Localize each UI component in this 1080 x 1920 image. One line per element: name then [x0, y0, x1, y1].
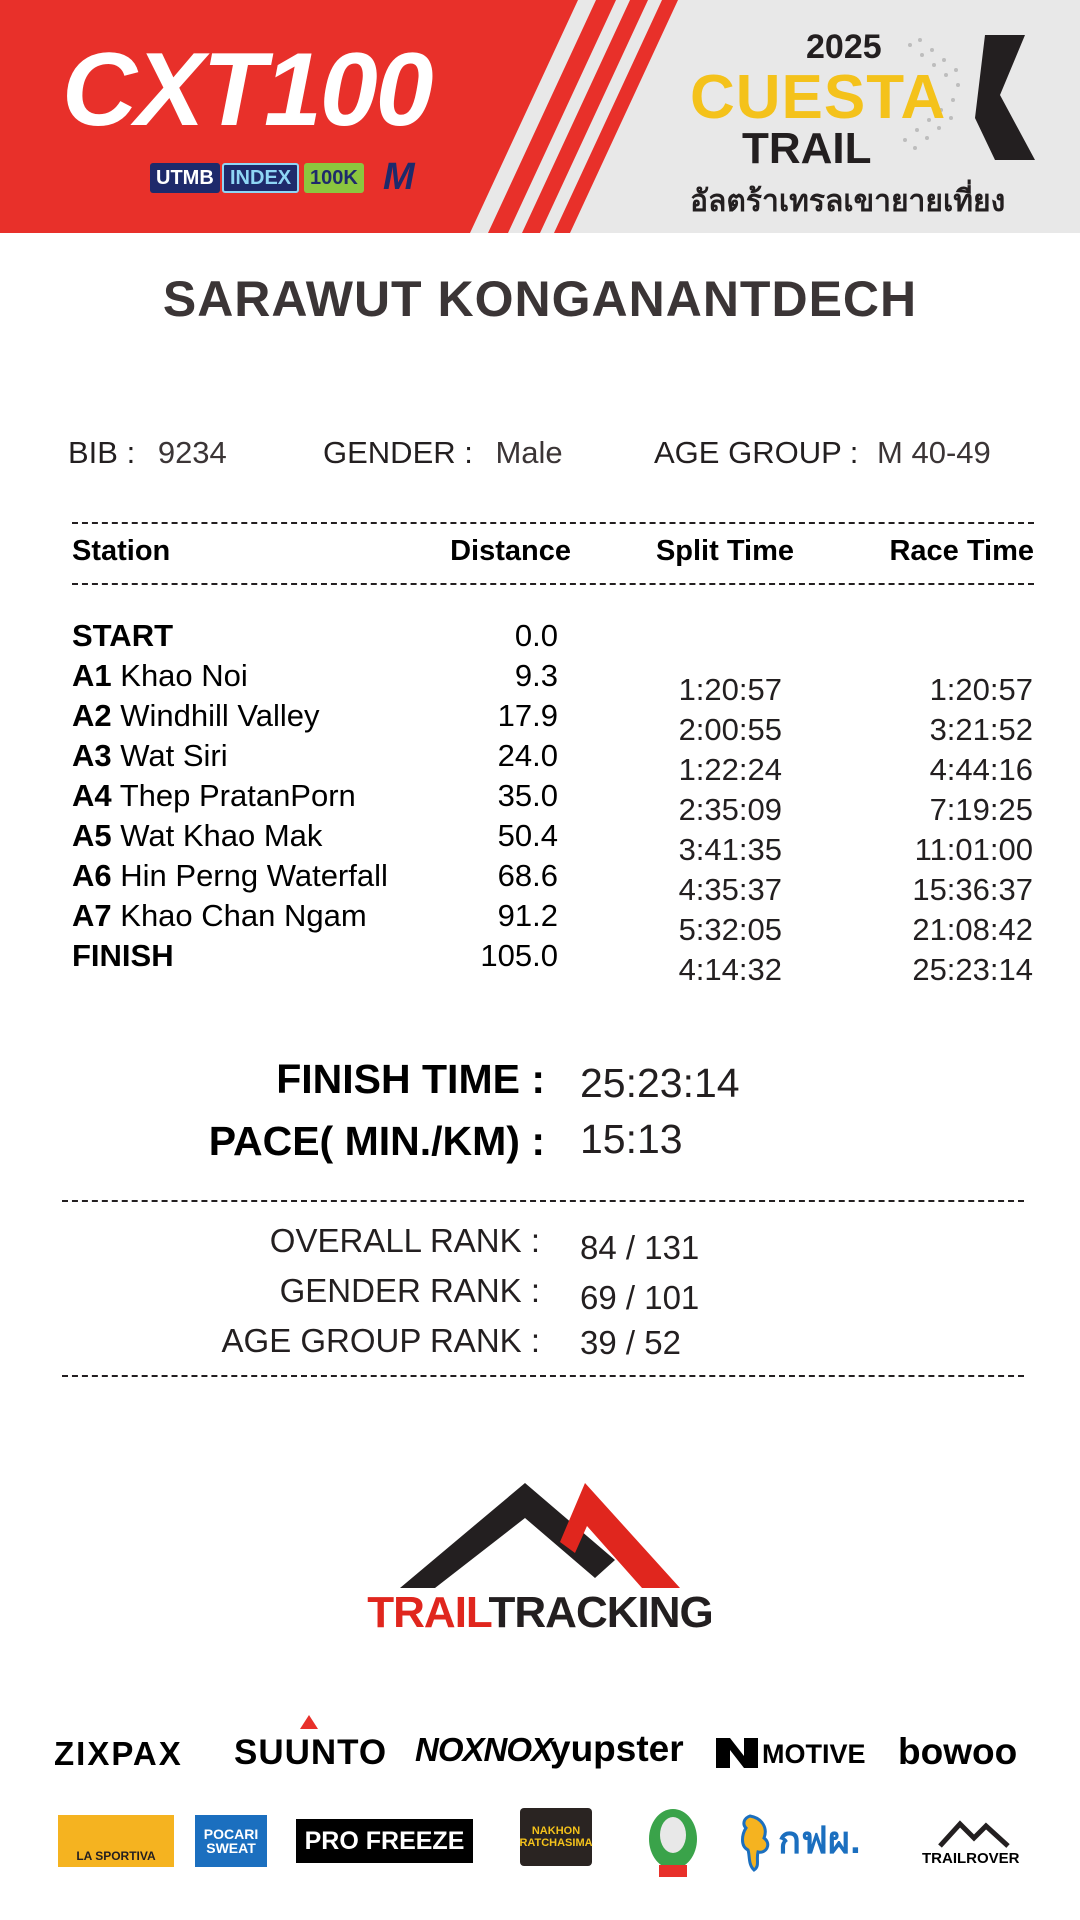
- station-code: A5: [72, 818, 112, 853]
- thailand-map-icon: [736, 1814, 776, 1872]
- distance-cell: 24.0: [497, 738, 558, 773]
- station-code: A2: [72, 698, 112, 733]
- race-time-cell: 1:20:57: [929, 672, 1033, 707]
- series-sub: TRAIL: [742, 124, 872, 173]
- trailtracking-logo-part1: TRAIL: [367, 1588, 489, 1637]
- race-time-cell: 4:44:16: [929, 752, 1033, 787]
- bib-label: BIB :: [68, 435, 136, 470]
- table-row: [0, 738, 1080, 787]
- station-name: Wat Khao Mak: [120, 818, 323, 853]
- event-header: [0, 0, 1080, 233]
- bib-value: 9234: [157, 435, 227, 470]
- distance-cell: 50.4: [497, 818, 558, 853]
- distance-cell: 68.6: [497, 858, 558, 893]
- race-time-cell: 3:21:52: [929, 712, 1033, 747]
- station-cell: [72, 938, 174, 974]
- race-time-cell: 11:01:00: [914, 832, 1033, 867]
- table-row: [0, 898, 1080, 947]
- distance-cell: 17.9: [497, 698, 558, 733]
- station-name: Hin Perng Waterfall: [120, 858, 388, 893]
- sponsor-suunto: SUUNTO: [234, 1733, 388, 1772]
- station-cell: [72, 738, 228, 774]
- pace-label: PACE( MIN./KM) :: [208, 1118, 545, 1164]
- distance-badge: 100K: [304, 163, 364, 193]
- sponsor-motive: MOTIVE: [762, 1739, 866, 1769]
- sponsor-egat: กฟผ.: [778, 1820, 861, 1862]
- motive-icon: [716, 1738, 758, 1768]
- age-group-info: [654, 435, 991, 471]
- age-group-value: M 40-49: [877, 435, 991, 470]
- race-time-cell: 7:19:25: [929, 792, 1033, 827]
- station-cell: [72, 818, 322, 854]
- race-time-cell: 25:23:14: [912, 952, 1033, 987]
- split-time-cell: 3:41:35: [678, 832, 782, 867]
- trailrover-icon: [938, 1818, 1010, 1848]
- race-time-cell: 15:36:37: [912, 872, 1033, 907]
- sponsor-pocari-sweat: [195, 1815, 267, 1867]
- split-time-cell: 1:20:57: [678, 672, 782, 707]
- station-cell: [72, 898, 367, 934]
- sponsor-la-sportiva-text: LA SPORTIVA: [76, 1849, 156, 1863]
- runner-name: SARAWUT KONGANANTDECH: [162, 271, 918, 327]
- triangle-icon: [300, 1715, 318, 1729]
- station-cell: [72, 618, 173, 654]
- header-race-time: Race Time: [889, 535, 1034, 567]
- station-code: A4: [72, 778, 112, 813]
- trailtracking-logo-part2: TRACKING: [488, 1588, 713, 1637]
- distance-cell: 105.0: [480, 938, 558, 973]
- station-code: A6: [72, 858, 112, 893]
- overall-rank-value: 84 / 131: [580, 1229, 700, 1266]
- mountain-icon: [380, 1480, 700, 1590]
- divider: [72, 583, 1034, 585]
- split-time-cell: 2:35:09: [678, 792, 782, 827]
- sponsor-noxnox: NOXNOX: [415, 1731, 553, 1768]
- header-split-time: Split Time: [655, 535, 794, 567]
- distance-cell: 91.2: [497, 898, 558, 933]
- station-cell: [72, 778, 356, 814]
- station-code: FINISH: [72, 938, 174, 973]
- sponsor-pocari-text: POCARI: [203, 1826, 259, 1842]
- sponsor-la-sportiva: [58, 1815, 174, 1867]
- distance-cell: 35.0: [497, 778, 558, 813]
- distance-cell: 0.0: [514, 618, 558, 653]
- divider: [62, 1375, 1024, 1377]
- header-station: Station: [72, 535, 171, 567]
- series-year: 2025: [806, 28, 882, 66]
- divider: [62, 1200, 1024, 1202]
- gender-value: Male: [495, 435, 563, 470]
- age-group-label: AGE GROUP :: [654, 435, 859, 470]
- gender-label: GENDER :: [323, 435, 473, 470]
- station-cell: [72, 858, 388, 894]
- gender-rank-label: GENDER RANK :: [279, 1272, 540, 1309]
- table-row: [0, 858, 1080, 907]
- sponsor-nakhon: [520, 1808, 592, 1866]
- utmb-badge: UTMB: [150, 163, 220, 193]
- sponsor-bowoo: bowoo: [898, 1731, 1018, 1772]
- station-cell: [72, 658, 248, 694]
- m-logo: M: [383, 156, 415, 198]
- race-time-cell: 21:08:42: [912, 912, 1033, 947]
- finish-time-value: 25:23:14: [580, 1060, 740, 1106]
- sponsor-zixpax: ZIXPAX: [54, 1735, 183, 1772]
- split-time-cell: 4:14:32: [678, 952, 782, 987]
- series-thai-name: อัลตร้าเทรลเขายายเที่ยง: [690, 185, 1006, 218]
- split-time-cell: 1:22:24: [678, 752, 782, 787]
- table-row: [0, 658, 1080, 707]
- station-code: START: [72, 618, 174, 653]
- bib-info: [68, 435, 227, 471]
- sponsor-pro-freeze: PRO FREEZE: [296, 1819, 473, 1863]
- series-name: CUESTA: [690, 63, 947, 132]
- sponsor-yupster: yupster: [550, 1728, 684, 1769]
- age-group-rank-label: AGE GROUP RANK :: [221, 1322, 540, 1359]
- station-name: Windhill Valley: [120, 698, 320, 733]
- index-badge: INDEX: [222, 163, 299, 193]
- gender-info: [323, 435, 563, 471]
- distance-cell: 9.3: [514, 658, 558, 693]
- sponsor-sweat-text: SWEAT: [206, 1840, 256, 1856]
- gender-rank-value: 69 / 101: [580, 1279, 700, 1316]
- sponsor-nakhon-text: NAKHON: [531, 1824, 581, 1837]
- station-name: Khao Noi: [120, 658, 248, 693]
- station-name: Khao Chan Ngam: [120, 898, 367, 933]
- divider: [72, 522, 1034, 524]
- station-name: Wat Siri: [120, 738, 228, 773]
- table-row: [0, 938, 1080, 987]
- finish-time-label: FINISH TIME :: [276, 1056, 545, 1102]
- station-code: A3: [72, 738, 112, 773]
- split-time-cell: 5:32:05: [678, 912, 782, 947]
- table-row: [0, 698, 1080, 747]
- table-row: [0, 778, 1080, 827]
- trailtracking-logo: [0, 1588, 1080, 1638]
- pace-value: 15:13: [580, 1116, 683, 1162]
- emblem-icon: [643, 1803, 703, 1881]
- station-code: A1: [72, 658, 112, 693]
- split-time-cell: 4:35:37: [678, 872, 782, 907]
- split-time-cell: 2:00:55: [678, 712, 782, 747]
- event-logo: CXT100: [62, 32, 432, 148]
- age-group-rank-value: 39 / 52: [580, 1324, 681, 1361]
- station-code: A7: [72, 898, 112, 933]
- overall-rank-label: OVERALL RANK :: [269, 1222, 540, 1259]
- sponsor-ratchasima-text: RATCHASIMA: [519, 1837, 593, 1849]
- sponsor-trailrover: TRAILROVER: [922, 1850, 1020, 1867]
- station-cell: [72, 698, 320, 734]
- header-distance: Distance: [450, 535, 571, 567]
- table-row: [0, 818, 1080, 867]
- station-name: Thep PratanPorn: [119, 778, 356, 813]
- table-row: [0, 618, 1080, 658]
